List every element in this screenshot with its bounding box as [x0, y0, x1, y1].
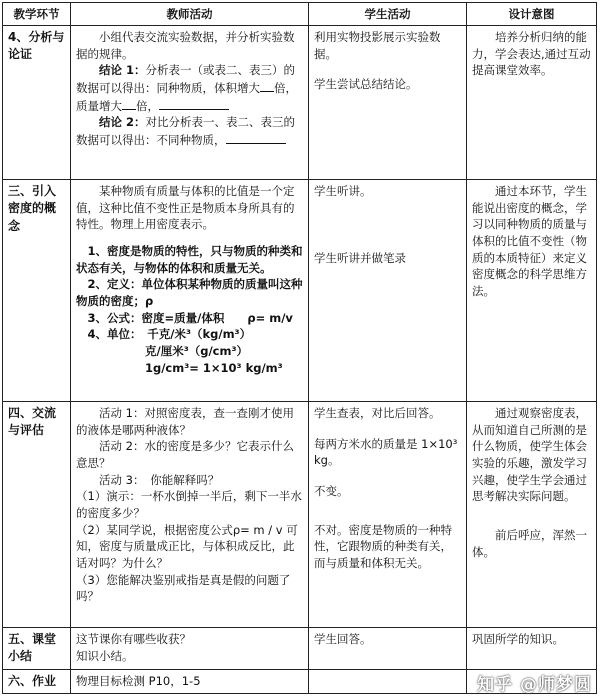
student-density [309, 180, 467, 402]
intent-analysis-text: 培养分析归纳的能力，学会表达,通过互动提高课堂效率。 [472, 30, 591, 78]
density-unit-1: 4、单位： 千克/米³（kg/m³） [87, 327, 252, 342]
stage-summary: 五、课堂小结 [3, 628, 71, 670]
watermark: 知乎 @师梦圆 [477, 675, 592, 695]
student-exchange-3: 不变。 [314, 484, 349, 499]
intent-exchange-1: 通过观察密度表，从而知道自己所测的是什么物质，使学生体会实验的乐趣，激发学习兴趣，使学生学会通过思考解决实际问题。 [472, 406, 587, 504]
student-analysis [309, 26, 467, 180]
activity-1: 活动 1：对照密度表，查一查刚才使用的液体是哪两种液体？ [76, 406, 294, 437]
student-density-1: 学生听讲。 [314, 184, 372, 198]
student-exchange-2: 每两方米水的质量是 1×10³ kg。 [314, 436, 458, 468]
question-2: （2）某同学说，根据密度公式ρ= m / v 可知，密度与质量成正比，与体积成反比，此话对吗？为什么？ [76, 522, 298, 571]
intent-summary: 巩固所学的知识。 [467, 628, 597, 670]
summary-question: 这节课你有哪些收获？ [76, 632, 191, 646]
lesson-plan-table [2, 2, 597, 694]
density-unit-2: 克/厘米³（g/cm³） [145, 344, 249, 359]
density-formula: 3、公式：密度=质量/体积 ρ= m/v [87, 310, 293, 325]
question-1: （1）演示：一杯水倒掉一半后，剩下一半水的密度多少？ [76, 489, 302, 521]
header-intent: 设计意图 [467, 3, 597, 26]
header-row [3, 3, 597, 26]
student-analysis-1: 利用实物投影展示实验数据。 [314, 30, 441, 61]
header-student: 学生活动 [309, 3, 467, 26]
stage-density: 三、引入密度的概念 [3, 180, 71, 402]
intent-density [467, 180, 597, 402]
intent-exchange-2: 前后呼应，浑然一体。 [472, 528, 587, 559]
activity-2: 活动 2：水的密度是多少？它表示什么意思？ [76, 439, 294, 471]
student-exchange-1: 学生查表，对比后回答。 [314, 406, 441, 420]
teacher-analysis-intro: 小组代表交流实验数据，并分析实验数据的规律。 [76, 30, 295, 61]
teacher-analysis [71, 26, 309, 180]
conclusion-1: 结论 1：分析表一（或表二、表三）的数据可以得出：同种物质，体积增大 倍，质量增大 倍， [76, 63, 297, 113]
density-unit-conversion: 1g/cm³= 1×10³ kg/m³ [145, 360, 283, 375]
student-homework [309, 669, 467, 693]
row-analysis [3, 26, 597, 180]
stage-homework: 六、作业 [3, 669, 71, 693]
intent-exchange [467, 402, 597, 628]
density-point-2: 2、定义：单位体积某种物质的质量叫这种物质的密度；ρ [76, 277, 303, 309]
conclusion-2: 结论 2：对比分析表一、表二、表三的数据可以得出：不同种物质， [76, 115, 296, 148]
student-density-2: 学生听讲并做笔录 [314, 250, 406, 265]
row-exchange [3, 402, 597, 628]
density-point-1: 1、密度是物质的特性，只与物质的种类和状态有关，与物体的体积和质量无关。 [76, 244, 303, 275]
teacher-exchange [71, 402, 309, 628]
teacher-density [71, 180, 309, 402]
student-summary: 学生回答。 [309, 628, 467, 670]
student-exchange [309, 402, 467, 628]
header-teacher: 教师活动 [71, 3, 309, 26]
row-density [3, 180, 597, 402]
intent-analysis [467, 26, 597, 180]
stage-analysis: 4、分析与论证 [3, 26, 71, 180]
activity-3: 活动 3： 你能解释吗？ [99, 472, 220, 487]
intent-density-text: 通过本环节，学生能说出密度的概念，学习以同种物质的质量与体积的比值不变性（物质的本质特征）来定义密度概念的科学思维方法。 [472, 184, 587, 299]
row-summary [3, 628, 597, 670]
summary-knowledge: 知识小结。 [76, 648, 134, 663]
teacher-summary [71, 628, 309, 670]
header-stage: 教学环节 [3, 3, 71, 26]
teacher-homework: 物理目标检测 P10，1-5 [71, 669, 309, 693]
question-3: （3）您能解决鉴别戒指是真是假的问题了吗？ [76, 572, 291, 604]
student-analysis-2: 学生尝试总结结论。 [314, 77, 418, 92]
stage-exchange: 四、交流与评估 [3, 402, 71, 628]
student-exchange-4: 不对。密度是物质的一种特性，它跟物质的种类有关，而与质量和体积无关。 [314, 522, 452, 571]
density-intro: 某种物质有质量与体积的比值是一个定值，这种比值不变性正是物质本身所具有的特性。物理上用密度表示。 [76, 184, 295, 232]
